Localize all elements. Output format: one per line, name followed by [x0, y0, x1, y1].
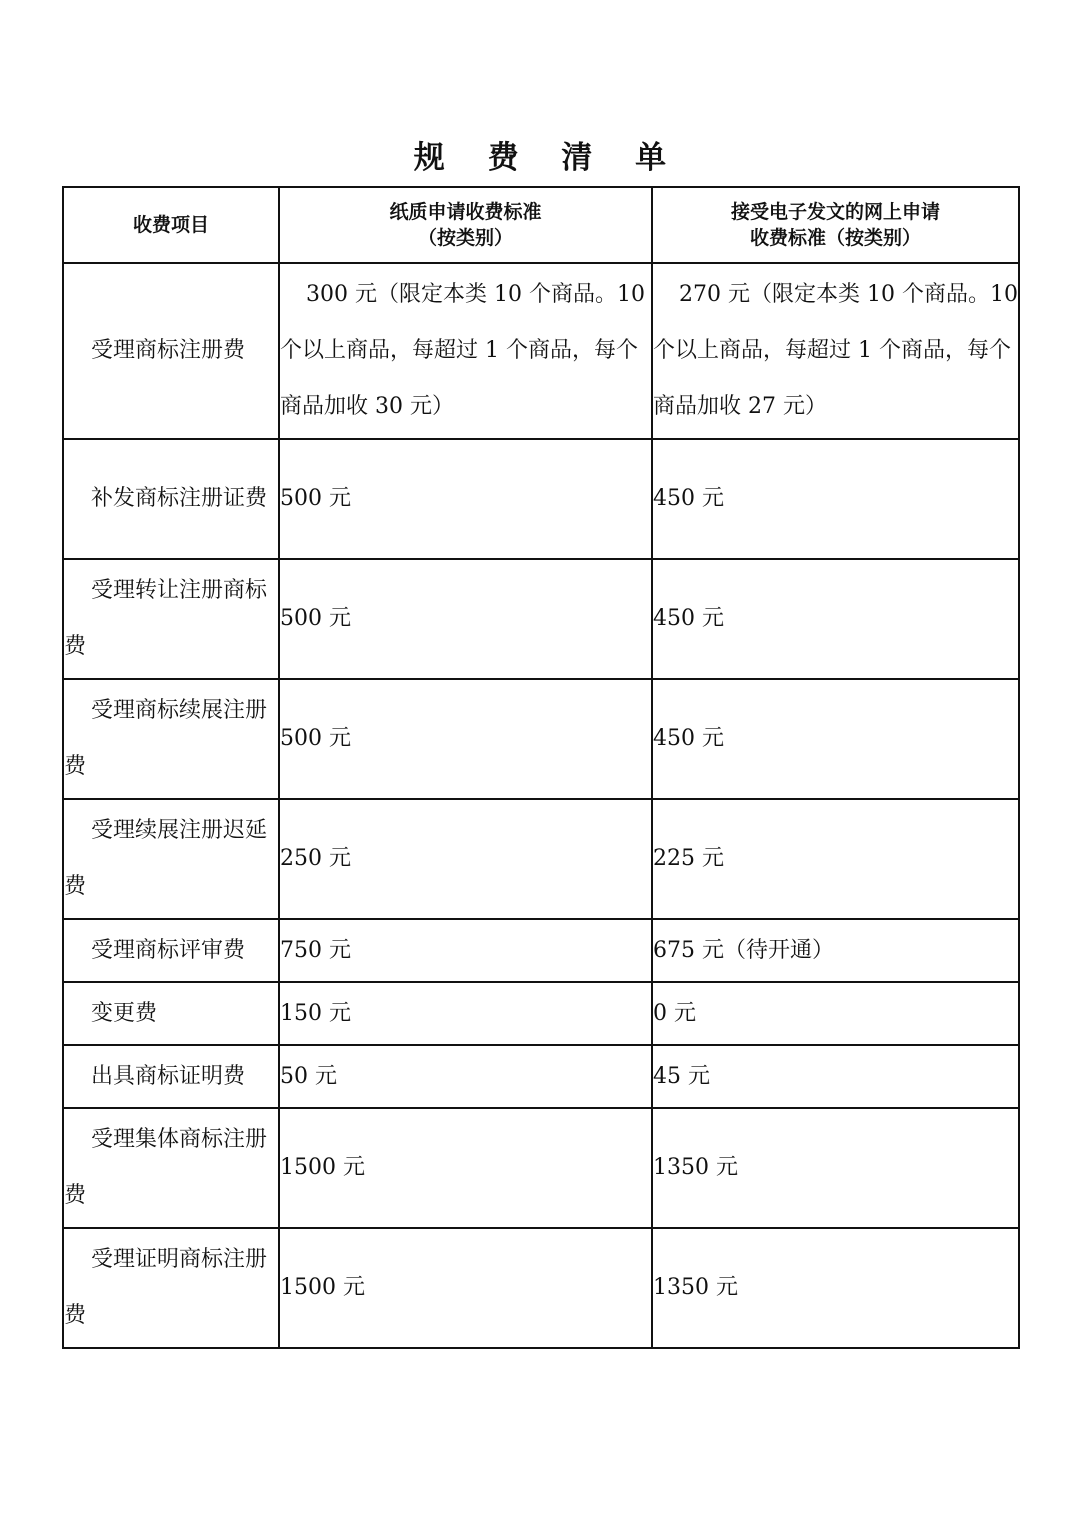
fee-item-cell: 补发商标注册证费: [63, 439, 279, 559]
table-row: [63, 559, 1019, 679]
paper-fee-cell: 750 元: [279, 919, 652, 982]
table-row: [63, 1045, 1019, 1108]
fee-item-cell: 出具商标证明费: [63, 1045, 279, 1108]
table-row: [63, 439, 1019, 559]
header-paper-fee: [279, 187, 652, 263]
online-fee-cell: 45 元: [652, 1045, 1019, 1108]
paper-fee-cell: 500 元: [279, 559, 652, 679]
fee-item-cell: 变更费: [63, 982, 279, 1045]
fee-item-cell: 受理续展注册迟延费: [63, 799, 279, 919]
page-title: 规 费 清 单: [413, 140, 683, 176]
fee-item-cell: 受理转让注册商标费: [63, 559, 279, 679]
paper-fee-cell: 300 元（限定本类 10 个商品。10 个以上商品，每超过 1 个商品，每个商品加收 30 元）: [279, 263, 652, 439]
paper-fee-cell: 500 元: [279, 439, 652, 559]
fee-item-cell: 受理集体商标注册费: [63, 1108, 279, 1228]
table-header-row: [63, 187, 1019, 263]
online-fee-cell: 270 元（限定本类 10 个商品。10 个以上商品，每超过 1 个商品，每个商品加收 27 元）: [652, 263, 1019, 439]
fee-item-cell: 受理证明商标注册费: [63, 1228, 279, 1348]
table-row: [63, 799, 1019, 919]
online-fee-cell: 0 元: [652, 982, 1019, 1045]
header-online-line1: 接受电子发文的网上申请: [730, 201, 940, 223]
online-fee-cell: 1350 元: [652, 1228, 1019, 1348]
fee-item-cell: 受理商标评审费: [63, 919, 279, 982]
paper-fee-cell: 50 元: [279, 1045, 652, 1108]
table-row: [63, 919, 1019, 982]
table-row: [63, 263, 1019, 439]
online-fee-cell: 1350 元: [652, 1108, 1019, 1228]
paper-fee-cell: 1500 元: [279, 1108, 652, 1228]
online-fee-cell: 675 元（待开通）: [652, 919, 1019, 982]
paper-fee-cell: 150 元: [279, 982, 652, 1045]
online-fee-cell: 450 元: [652, 679, 1019, 799]
header-paper-line1: 纸质申请收费标准: [389, 201, 542, 223]
online-fee-cell: 450 元: [652, 439, 1019, 559]
fee-table: [62, 186, 1020, 1349]
table-row: [63, 1228, 1019, 1348]
online-fee-cell: 450 元: [652, 559, 1019, 679]
table-row: [63, 1108, 1019, 1228]
header-paper-line2: （按类别）: [417, 227, 513, 249]
online-fee-cell: 225 元: [652, 799, 1019, 919]
table-row: [63, 982, 1019, 1045]
paper-fee-cell: 500 元: [279, 679, 652, 799]
fee-item-cell: 受理商标注册费: [63, 263, 279, 439]
paper-fee-cell: 250 元: [279, 799, 652, 919]
table-row: [63, 679, 1019, 799]
header-item: [63, 187, 279, 263]
fee-item-cell: 受理商标续展注册费: [63, 679, 279, 799]
paper-fee-cell: 1500 元: [279, 1228, 652, 1348]
header-online-fee: [652, 187, 1019, 263]
header-item-label: 收费项目: [132, 214, 209, 236]
header-online-line2: 收费标准（按类别）: [749, 227, 921, 249]
